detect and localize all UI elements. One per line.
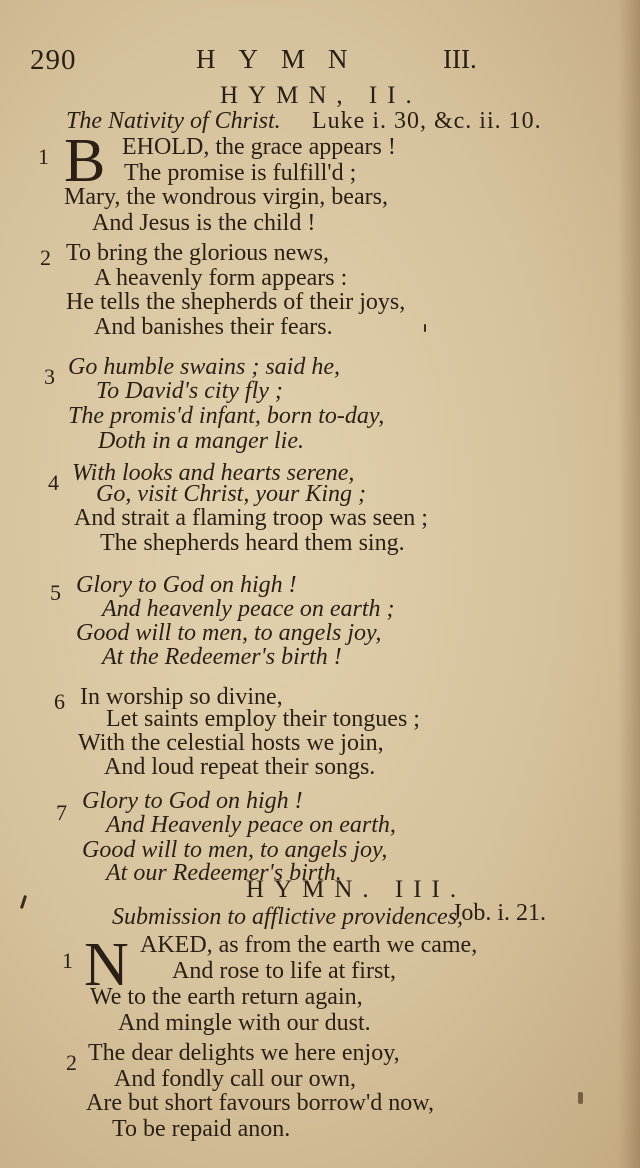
- hymn-line: A heavenly form appears :: [94, 265, 348, 291]
- verse-number: 1: [38, 144, 49, 169]
- hymn-line: And banishes their fears.: [94, 314, 333, 340]
- hymn-line: EHOLD, the grace appears !: [122, 134, 396, 160]
- hymn-line: Go humble swains ; said he,: [68, 354, 340, 380]
- verse-number: 2: [66, 1050, 77, 1075]
- hymn-line: And fondly call our own,: [114, 1066, 356, 1092]
- verse-number: 4: [48, 470, 59, 495]
- ink-mark: [424, 324, 426, 332]
- hymn-2-reference: Luke i. 30, &c. ii. 10.: [312, 108, 542, 134]
- hymn-line: And heavenly peace on earth ;: [102, 596, 395, 622]
- hymn-line: The dear delights we here enjoy,: [88, 1040, 400, 1066]
- hymn-line: In worship so divine,: [80, 684, 283, 710]
- running-head-title: HYMN: [196, 44, 371, 74]
- page-edge-shadow: [618, 0, 640, 1168]
- hymn-2-heading: HYMN, II.: [220, 82, 422, 109]
- hymn-line: At our Redeemer's birth.: [106, 860, 342, 886]
- ink-mark: [578, 1092, 583, 1104]
- verse-number: 5: [50, 580, 61, 605]
- hymn-line: And loud repeat their songs.: [104, 754, 376, 780]
- hymn-line: To be repaid anon.: [112, 1116, 291, 1142]
- hymn-line: AKED, as from the earth we came,: [140, 932, 478, 958]
- hymn-line: To bring the glorious news,: [66, 240, 329, 266]
- drop-cap: B: [64, 127, 106, 195]
- hymn-line: And rose to life at first,: [172, 958, 396, 984]
- verse-number: 6: [54, 689, 65, 714]
- hymn-line: And strait a flaming troop was seen ;: [74, 505, 428, 531]
- hymn-line: Good will to men, to angels joy,: [76, 620, 382, 646]
- hymn-line: Go, visit Christ, your King ;: [96, 481, 367, 507]
- hymn-line: Mary, the wondrous virgin, bears,: [64, 184, 388, 210]
- hymn-line: He tells the shepherds of their joys,: [66, 289, 406, 315]
- hymn-line: With the celestial hosts we join,: [78, 730, 384, 756]
- hymn-line: And Heavenly peace on earth,: [106, 812, 396, 838]
- hymn-line: Glory to God on high !: [82, 788, 303, 814]
- hymn-3-reference: Job. i. 21.: [452, 900, 547, 926]
- hymn-line: With looks and hearts serene,: [72, 460, 355, 486]
- hymn-2-subject: The Nativity of Christ.: [66, 108, 281, 134]
- hymn-line: Doth in a manger lie.: [98, 428, 304, 454]
- hymn-line: Glory to God on high !: [76, 572, 297, 598]
- hymn-3-heading: HYMN. III.: [246, 876, 467, 903]
- hymn-3-subject: Submission to afflictive providences,: [112, 904, 464, 930]
- hymn-line: The promis'd infant, born to-day,: [68, 403, 385, 429]
- hymn-line: Let saints employ their tongues ;: [106, 706, 420, 732]
- hymn-line: Good will to men, to angels joy,: [82, 837, 388, 863]
- hymn-line: To David's city fly ;: [96, 378, 283, 404]
- hymn-line: The shepherds heard them sing.: [100, 530, 405, 556]
- running-head-number: III.: [443, 44, 477, 74]
- ink-mark: [20, 895, 27, 909]
- verse-number: 3: [44, 364, 55, 389]
- hymn-line: The promise is fulfill'd ;: [124, 160, 357, 186]
- page-number: 290: [30, 44, 77, 76]
- hymn-line: Are but short favours borrow'd now,: [86, 1090, 435, 1116]
- drop-cap: N: [84, 931, 129, 999]
- hymn-line: At the Redeemer's birth !: [102, 644, 342, 670]
- verse-number: 1: [62, 948, 73, 973]
- verse-number: 7: [56, 800, 67, 825]
- verse-number: 2: [40, 245, 51, 270]
- hymn-line: And Jesus is the child !: [92, 210, 316, 236]
- hymn-line: And mingle with our dust.: [118, 1010, 371, 1036]
- hymn-line: We to the earth return again,: [90, 984, 363, 1010]
